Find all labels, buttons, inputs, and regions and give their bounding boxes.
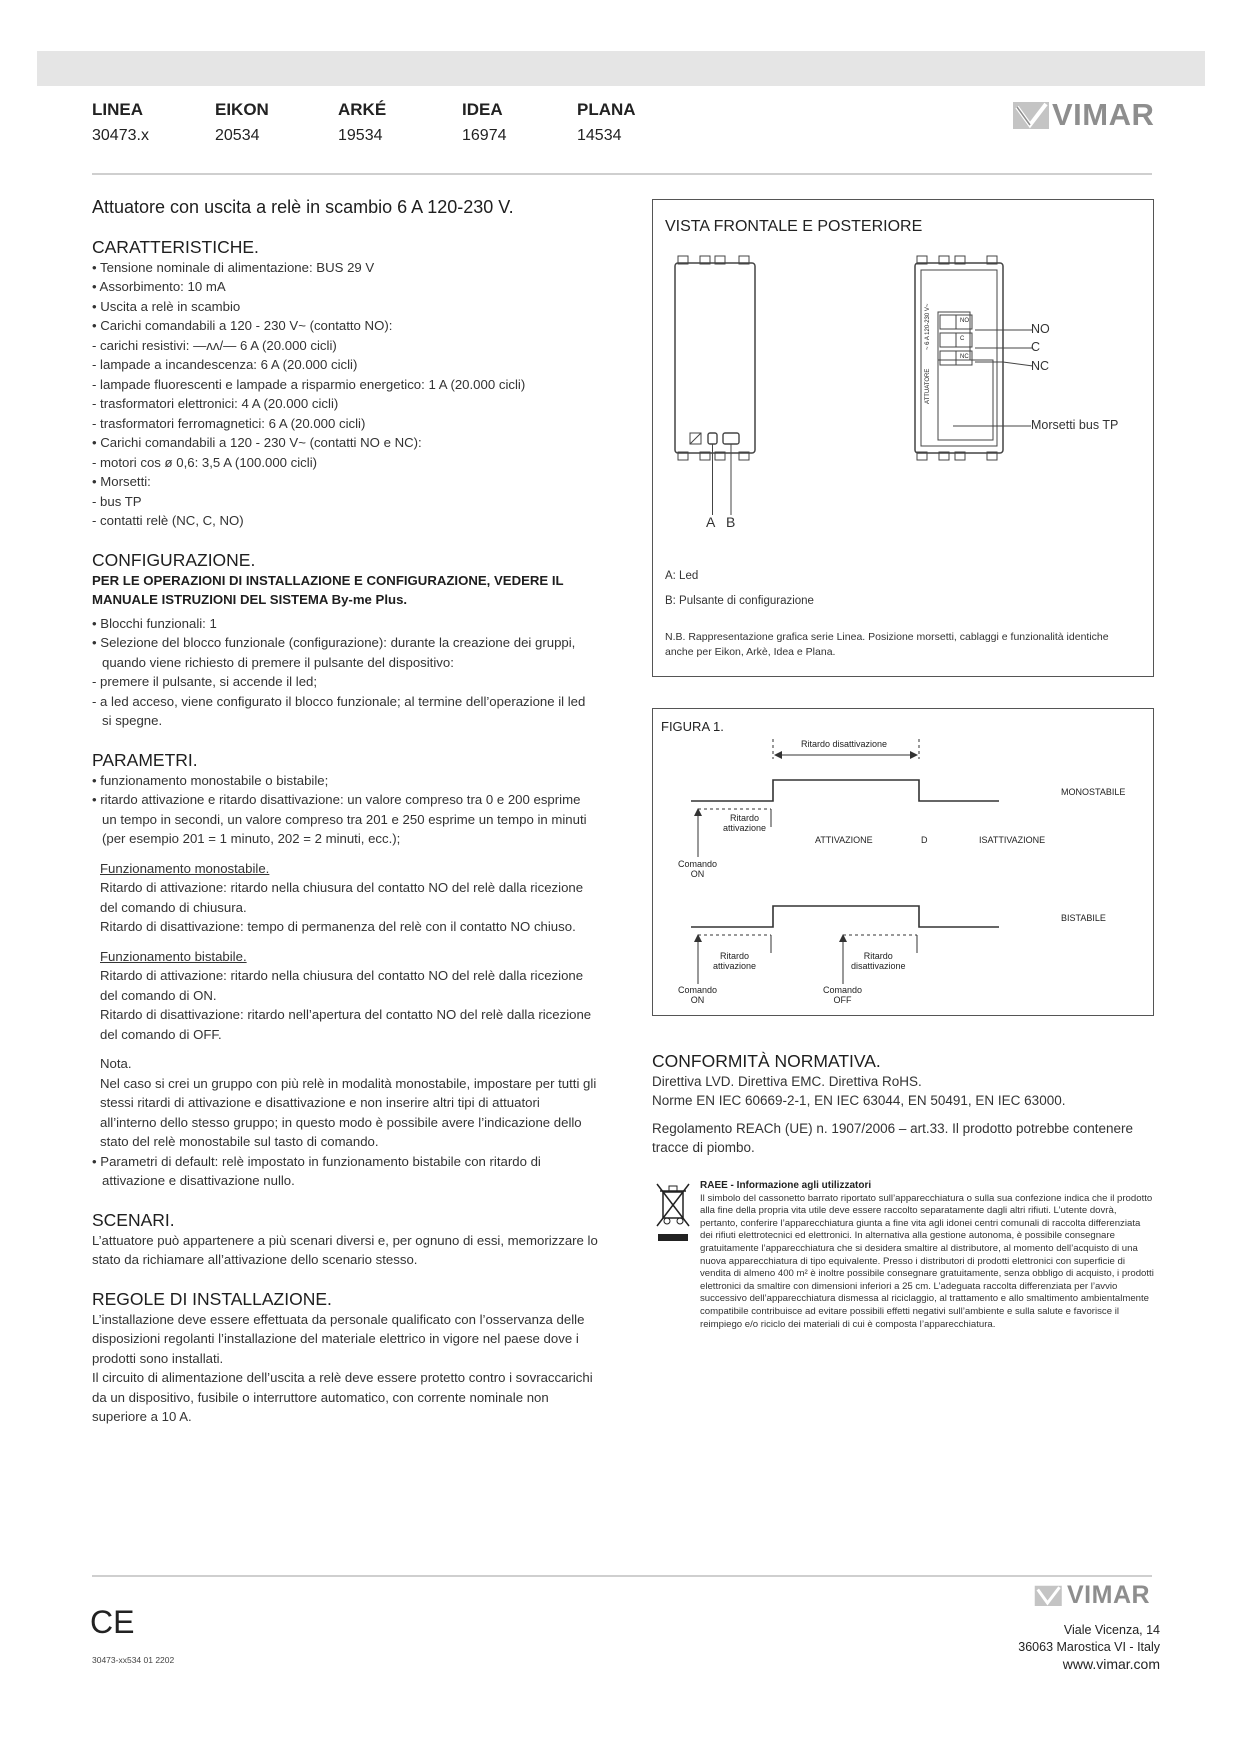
series-code: 14534 xyxy=(577,127,622,144)
nota-text: Nel caso si crei un gruppo con più relè in modalità monostabile, impostare per tutti gli stessi ritardi di attivazione e disattivazione e non inserire altri tipi di attuatori all’interno dello stesso gruppo; in questo modo è possibile avere l’indicazione dello stato del relè monostabile sul tasto di comando. xyxy=(100,1075,597,1149)
series-code: 16974 xyxy=(462,127,507,144)
label-bistabile: BISTABILE xyxy=(1061,913,1106,923)
section-scenari xyxy=(92,1209,598,1270)
list-item: - premere il pulsante, si accende il led; xyxy=(92,674,318,689)
bi-comando-off xyxy=(823,985,862,1005)
bi-text-1: Ritardo di attivazione: ritardo nella chiusura del contatto NO del relè dalla ricezione del comando di ON. xyxy=(100,968,584,1003)
terminal-no: NO xyxy=(960,318,969,324)
weee-bin-icon xyxy=(654,1180,692,1244)
vista-box xyxy=(652,199,1154,677)
list-item: - carichi resistivi: —ʌʌ/— 6 A (20.000 cicli) xyxy=(92,337,337,353)
section-conformita xyxy=(652,1052,1152,1158)
list-item: • Tensione nominale di alimentazione: BUS 29 V xyxy=(92,259,375,275)
series-code: 30473.x xyxy=(92,127,149,144)
list-item: • Carichi comandabili a 120 - 230 V~ (contatto NO): xyxy=(92,318,393,333)
text-ritardo: Ritardo xyxy=(730,813,760,823)
text-off: OFF xyxy=(833,995,852,1005)
brand-name: VIMAR xyxy=(1067,1581,1151,1609)
heading-parametri: PARAMETRI. xyxy=(92,749,198,770)
list-item: - trasformatori ferromagnetici: 6 A (20.000 cicli) xyxy=(92,415,366,431)
front-device xyxy=(675,256,755,515)
list-item: • Carichi comandabili a 120 - 230 V~ (contatti NO e NC): xyxy=(92,435,422,450)
vimar-logo-footer xyxy=(1034,1581,1150,1610)
bi-text-2: Ritardo di disattivazione: ritardo nell’apertura del contatto NO del relè dalla ricezione del comando di OFF. xyxy=(100,1007,592,1042)
section-regole xyxy=(92,1288,598,1427)
mono-text-1: Ritardo di attivazione: ritardo nella chiusura del contatto NO del relè dalla ricezione del comando di chiusura. xyxy=(100,880,584,915)
series-code: 19534 xyxy=(338,127,383,144)
bi-title: Funzionamento bistabile. xyxy=(100,948,247,964)
terminal-c: C xyxy=(960,336,965,342)
series-code: 20534 xyxy=(215,127,260,144)
text-comando: Comando xyxy=(678,985,718,995)
legend-b: B: Pulsante di configurazione xyxy=(665,595,814,607)
product-title: Attuatore con uscita a relè in scambio 6 A 120-230 V. xyxy=(92,197,514,217)
vista-note: N.B. Rappresentazione grafica serie Linea. Posizione morsetti, cablaggi e funzionalità identiche anche per Eikon, Arkè, Idea e Plana. xyxy=(665,631,1109,658)
text-on: ON xyxy=(690,869,705,879)
raee-text: Il simbolo del cassonetto barrato riportato sull’apparecchiatura o sulla sua confezione indica che il prodotto alla fine della propria vita utile deve essere raccolto separatamente dagli altri rifiuti. L’utente dovrà, pertanto, conferire l’apparecchiatura giunta a fine vita agli idonei centri comunali di raccolta differenziata dei rifiuti elettrotecnici ed elettronici. In alternativa alla gestione autonoma, è possibile consegnare gratuitamente l’apparecchiatura che si desidera smaltire al distributore, al momento dell’acquisto di una nuova apparecchiatura di tipo equivalente. Presso i distributori di prodotti elettronici con superficie di vendita di almeno 400 m² è inoltre possibile consegnare gratuitamente, senza obbligo di acquisto, i prodotti elettronici da smaltire con dimensioni inferiori a 25 cm. L’adeguata raccolta differenziata per l’avvio successivo dell’apparecchiatura dismessa al riciclaggio, al trattamento e allo smaltimento ambientalmente compatibile contribuisce ad evitare possibili effetti negativi sull’ambiente e sulla salute e favorisce il reimpiego e/o riciclo dei materiali di cui è composta l’apparecchiatura. xyxy=(700,1192,1154,1330)
brand-name: VIMAR xyxy=(1052,97,1155,132)
mono-comando-on xyxy=(678,859,717,879)
regole-text-1: L’installazione deve essere effettuata da personale qualificato con l’osservanza delle disposizioni regolanti l’installazione del materiale elettrico in vigore nel paese dove i prodotti sono installati. xyxy=(92,1311,585,1366)
divider-bottom xyxy=(92,1575,1152,1577)
series-name: IDEA xyxy=(462,100,503,119)
mono-block xyxy=(92,859,598,937)
section-parametri xyxy=(92,749,598,1191)
text-ritardo: Ritardo xyxy=(720,951,750,961)
series-eikon xyxy=(215,100,335,145)
vimar-logo-icon xyxy=(1012,99,1052,131)
label-d: D xyxy=(921,835,928,845)
series-name: EIKON xyxy=(215,100,269,119)
ce-mark: CE xyxy=(90,1604,135,1640)
bi-ritardo-att xyxy=(713,951,756,971)
label-side: ATTUATORE xyxy=(925,368,931,404)
series-plana xyxy=(577,100,697,145)
section-caratteristiche xyxy=(92,236,598,531)
section-configurazione xyxy=(92,549,598,731)
bi-signal xyxy=(691,906,999,984)
label-rating: ~ 6 A 120-230 V~ xyxy=(925,303,931,350)
text-comando: Comando xyxy=(823,985,863,995)
bi-block xyxy=(92,947,598,1045)
list-item: • funzionamento monostabile o bistabile; xyxy=(92,772,329,788)
list-item: • Blocchi funzionali: 1 xyxy=(92,615,217,631)
legend-a: A: Led xyxy=(665,570,699,582)
address-street: Viale Vicenza, 14 xyxy=(1063,1623,1160,1637)
label-bus: Morsetti bus TP xyxy=(1031,418,1119,432)
terminal-nc: NC xyxy=(960,354,969,360)
label-b: B xyxy=(726,514,736,530)
heading-configurazione: CONFIGURAZIONE. xyxy=(92,549,256,570)
mono-text-2: Ritardo di disattivazione: tempo di permanenza del relè con il contatto NO chiuso. xyxy=(100,919,576,934)
series-name: ARKÉ xyxy=(338,100,387,119)
parametri-list xyxy=(92,771,598,849)
list-item: • Parametri di default: relè impostato in funzionamento bistabile con ritardo di attivazione e disattivazione nullo. xyxy=(92,1153,541,1188)
left-column xyxy=(92,198,598,1445)
divider-top xyxy=(92,173,1152,175)
list-item: - trasformatori elettronici: 4 A (20.000 cicli) xyxy=(92,396,339,411)
label-ritardo-dis: Ritardo disattivazione xyxy=(801,739,888,749)
nota-block xyxy=(92,1054,598,1152)
conformita-reach: Regolamento REACh (UE) n. 1907/2006 – art.33. Il prodotto potrebbe contenere tracce di piombo. xyxy=(652,1120,1134,1155)
caratteristiche-list xyxy=(92,258,598,531)
website-link[interactable]: www.vimar.com xyxy=(1062,1656,1160,1672)
list-item: - motori cos ø 0,6: 3,5 A (100.000 cicli) xyxy=(92,454,318,470)
series-name: PLANA xyxy=(577,100,636,119)
text-attivazione: attivazione xyxy=(723,823,767,833)
raee-title: RAEE - Informazione agli utilizzatori xyxy=(700,1180,872,1191)
vimar-logo-icon xyxy=(1034,1583,1064,1608)
vimar-logo xyxy=(1012,97,1154,133)
scenari-text: L’attuatore può appartenere a più scenari diversi e, per ognuno di essi, memorizzare lo stato da richiamare all’attivazione dello scenario stesso. xyxy=(92,1232,598,1267)
text-attivazione: attivazione xyxy=(713,961,757,971)
bi-comando-on xyxy=(678,985,717,1005)
parametri-default xyxy=(92,1152,598,1191)
series-arke xyxy=(338,100,458,145)
configurazione-list xyxy=(92,614,598,731)
heading-regole: REGOLE DI INSTALLAZIONE. xyxy=(92,1288,332,1309)
text-ritardo: Ritardo xyxy=(863,951,893,961)
text-on: ON xyxy=(690,995,705,1005)
label-nc: NC xyxy=(1031,359,1050,373)
series-linea xyxy=(92,100,212,145)
figura-box xyxy=(652,708,1154,1016)
list-item: • Assorbimento: 10 mA xyxy=(92,279,226,294)
list-item: • Morsetti: xyxy=(92,474,151,489)
address-city: 36063 Marostica VI - Italy xyxy=(1018,1640,1160,1654)
nota-title: Nota. xyxy=(100,1056,132,1071)
bi-ritardo-dis xyxy=(851,951,906,971)
top-bar xyxy=(37,51,1205,86)
configurazione-note: PER LE OPERAZIONI DI INSTALLAZIONE E CONFIGURAZIONE, VEDERE IL MANUALE ISTRUZIONI DEL SISTEMA By-me Plus. xyxy=(92,572,564,607)
conformita-line-2: Norme EN IEC 60669-2-1, EN IEC 63044, EN 50491, EN IEC 63000. xyxy=(652,1093,1066,1108)
heading-scenari: SCENARI. xyxy=(92,1209,175,1230)
list-item: - a led acceso, viene configurato il blocco funzionale; al termine dell’operazione il led si spegne. xyxy=(92,693,586,728)
label-monostabile: MONOSTABILE xyxy=(1061,787,1126,797)
heading-caratteristiche: CARATTERISTICHE. xyxy=(92,236,259,257)
back-device xyxy=(915,256,1033,460)
list-item: - lampade fluorescenti e lampade a risparmio energetico: 1 A (20.000 cicli) xyxy=(92,376,526,392)
label-no: NO xyxy=(1031,322,1050,336)
label-isattivazione: ISATTIVAZIONE xyxy=(979,835,1046,845)
conformita-line-1: Direttiva LVD. Direttiva EMC. Direttiva RoHS. xyxy=(652,1073,922,1089)
mono-title: Funzionamento monostabile. xyxy=(100,860,270,876)
series-name: LINEA xyxy=(92,100,143,119)
raee-info xyxy=(700,1180,1155,1331)
text-comando: Comando xyxy=(678,859,718,869)
list-item: • Uscita a relè in scambio xyxy=(92,298,241,314)
document-number: 30473-xx534 01 2202 xyxy=(92,1655,175,1665)
vista-title: VISTA FRONTALE E POSTERIORE xyxy=(665,218,923,235)
list-item: • Selezione del blocco funzionale (configurazione): durante la creazione dei gruppi, quando viene richiesto di premere il pulsante del dispositivo: xyxy=(92,635,576,670)
series-idea xyxy=(462,100,582,145)
label-c: C xyxy=(1031,340,1041,354)
label-attivazione-caps: ATTIVAZIONE xyxy=(815,835,873,845)
heading-conformita: CONFORMITÀ NORMATIVA. xyxy=(652,1051,881,1071)
text-disattivazione: disattivazione xyxy=(851,961,906,971)
company-address xyxy=(1018,1622,1160,1673)
regole-text-2: Il circuito di alimentazione dell’uscita a relè deve essere protetto contro i sovraccarichi da un dispositivo, fusibile o interruttore automatico, con corrente nominale non superiore a 10 A. xyxy=(92,1370,593,1424)
list-item: - contatti relè (NC, C, NO) xyxy=(92,513,244,528)
list-item: - lampade a incandescenza: 6 A (20.000 cicli) xyxy=(92,357,358,372)
list-item: - bus TP xyxy=(92,493,142,509)
list-item: • ritardo attivazione e ritardo disattivazione: un valore compreso tra 0 e 200 esprime un tempo in secondi, un valore compreso tra 201 e 250 esprime un tempo in minuti (per esempio 201 = 1 minuto, 202 = 2 minuti, ecc.); xyxy=(92,792,587,846)
figura-title: FIGURA 1. xyxy=(661,719,724,734)
label-a: A xyxy=(706,514,716,530)
mono-ritardo-att xyxy=(723,813,766,833)
